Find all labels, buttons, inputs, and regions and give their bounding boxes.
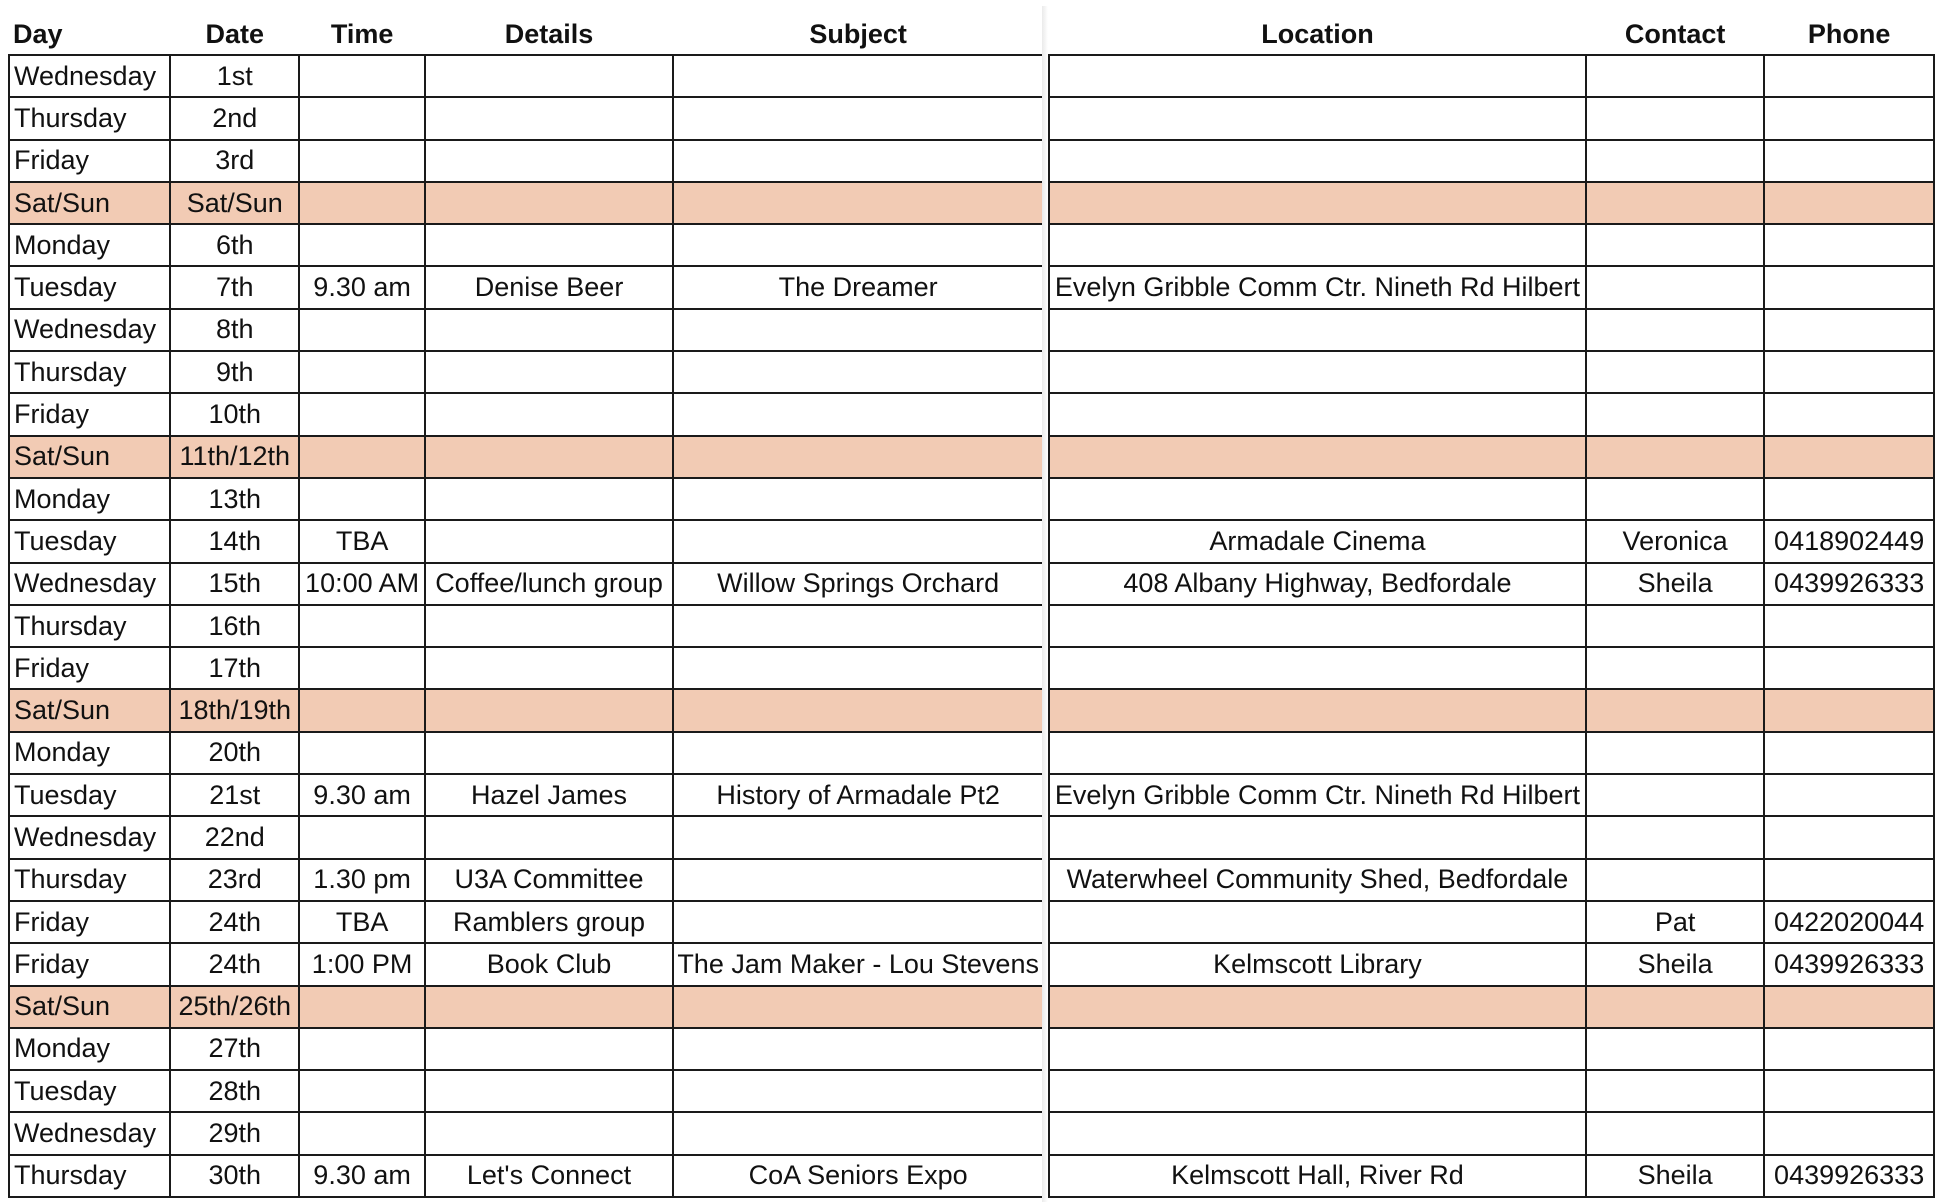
table-row[interactable]	[9, 986, 1043, 1028]
table-row[interactable]	[1049, 774, 1934, 816]
header-row	[1049, 0, 1934, 55]
subject-cell[interactable]	[673, 478, 1043, 520]
time-cell[interactable]: 10:00 AM	[299, 563, 424, 605]
date-cell[interactable]: 3rd	[170, 140, 299, 182]
date-cell[interactable]: 29th	[170, 1112, 299, 1154]
time-cell[interactable]: 1.30 pm	[299, 859, 424, 901]
phone-cell[interactable]	[1764, 140, 1934, 182]
time-cell[interactable]	[299, 689, 424, 731]
phone-cell[interactable]	[1764, 689, 1934, 731]
header-subject: Subject	[809, 19, 907, 49]
phone-cell[interactable]	[1764, 309, 1934, 351]
subject-cell[interactable]	[673, 1070, 1043, 1112]
time-cell[interactable]: 9.30 am	[299, 774, 424, 816]
day-cell[interactable]: Thursday	[9, 1155, 170, 1197]
table-row[interactable]	[1049, 478, 1934, 520]
contact-cell[interactable]: Veronica	[1586, 520, 1764, 562]
time-cell[interactable]	[299, 140, 424, 182]
time-cell[interactable]	[299, 55, 424, 97]
contact-cell[interactable]	[1586, 224, 1764, 266]
table-row[interactable]	[1049, 689, 1934, 731]
table-row[interactable]	[1049, 140, 1934, 182]
table-row[interactable]	[1049, 224, 1934, 266]
phone-cell[interactable]	[1764, 55, 1934, 97]
table-row[interactable]	[9, 859, 1043, 901]
phone-cell[interactable]	[1764, 1112, 1934, 1154]
subject-cell[interactable]	[673, 520, 1043, 562]
details-cell[interactable]	[425, 182, 674, 224]
time-cell[interactable]: 9.30 am	[299, 266, 424, 308]
table-row[interactable]	[1049, 182, 1934, 224]
phone-cell[interactable]	[1764, 393, 1934, 435]
phone-cell[interactable]	[1764, 224, 1934, 266]
header-row	[9, 0, 1043, 55]
contact-cell[interactable]	[1586, 689, 1764, 731]
details-cell[interactable]	[425, 436, 674, 478]
time-cell[interactable]: 9.30 am	[299, 1155, 424, 1197]
phone-cell[interactable]	[1764, 1028, 1934, 1070]
subject-cell[interactable]	[673, 986, 1043, 1028]
date-cell[interactable]: 7th	[170, 266, 299, 308]
day-cell[interactable]: Wednesday	[9, 309, 170, 351]
location-cell[interactable]: Armadale Cinema	[1049, 520, 1586, 562]
contact-cell[interactable]: Sheila	[1586, 1155, 1764, 1197]
time-cell[interactable]	[299, 1112, 424, 1154]
date-cell[interactable]: 10th	[170, 393, 299, 435]
subject-cell[interactable]	[673, 182, 1043, 224]
table-row[interactable]	[9, 97, 1043, 139]
table-row[interactable]	[9, 605, 1043, 647]
location-cell[interactable]	[1049, 732, 1586, 774]
schedule-grid-right	[1048, 0, 1935, 1198]
header-day: Day	[13, 19, 63, 49]
date-cell[interactable]: 1st	[170, 55, 299, 97]
day-cell[interactable]: Friday	[9, 901, 170, 943]
contact-cell[interactable]	[1586, 351, 1764, 393]
date-cell[interactable]: Sat/Sun	[170, 182, 299, 224]
date-cell[interactable]: 27th	[170, 1028, 299, 1070]
time-cell[interactable]	[299, 351, 424, 393]
table-row[interactable]	[1049, 266, 1934, 308]
time-cell[interactable]	[299, 732, 424, 774]
day-cell[interactable]: Wednesday	[9, 563, 170, 605]
table-row[interactable]	[9, 1028, 1043, 1070]
table-row[interactable]	[9, 647, 1043, 689]
contact-cell[interactable]	[1586, 140, 1764, 182]
day-cell[interactable]: Tuesday	[9, 266, 170, 308]
time-cell[interactable]: TBA	[299, 901, 424, 943]
contact-cell[interactable]	[1586, 436, 1764, 478]
table-row[interactable]	[9, 436, 1043, 478]
subject-cell[interactable]	[673, 393, 1043, 435]
schedule-table-right	[1048, 0, 1935, 1202]
contact-cell[interactable]	[1586, 1070, 1764, 1112]
subject-cell[interactable]	[673, 1028, 1043, 1070]
phone-cell[interactable]	[1764, 182, 1934, 224]
location-cell[interactable]	[1049, 351, 1586, 393]
table-row[interactable]	[9, 478, 1043, 520]
subject-cell[interactable]: The Jam Maker - Lou Stevens	[673, 943, 1043, 985]
day-cell[interactable]: Sat/Sun	[9, 986, 170, 1028]
location-cell[interactable]	[1049, 1112, 1586, 1154]
phone-cell[interactable]	[1764, 605, 1934, 647]
subject-cell[interactable]	[673, 901, 1043, 943]
table-row[interactable]	[9, 1070, 1043, 1112]
date-cell[interactable]: 14th	[170, 520, 299, 562]
subject-cell[interactable]	[673, 605, 1043, 647]
contact-cell[interactable]	[1586, 55, 1764, 97]
date-cell[interactable]: 28th	[170, 1070, 299, 1112]
contact-cell[interactable]	[1586, 1112, 1764, 1154]
location-cell[interactable]	[1049, 901, 1586, 943]
phone-cell[interactable]	[1764, 266, 1934, 308]
table-row[interactable]	[9, 182, 1043, 224]
schedule-grid-left	[8, 0, 1044, 1198]
day-cell[interactable]: Sat/Sun	[9, 689, 170, 731]
phone-cell[interactable]: 0418902449	[1764, 520, 1934, 562]
table-row[interactable]	[1049, 901, 1934, 943]
subject-cell[interactable]	[673, 1112, 1043, 1154]
contact-cell[interactable]	[1586, 859, 1764, 901]
details-cell[interactable]	[425, 351, 674, 393]
day-cell[interactable]: Friday	[9, 647, 170, 689]
phone-cell[interactable]	[1764, 816, 1934, 858]
day-cell[interactable]: Friday	[9, 943, 170, 985]
contact-cell[interactable]	[1586, 986, 1764, 1028]
subject-cell[interactable]	[673, 309, 1043, 351]
day-cell[interactable]: Monday	[9, 732, 170, 774]
location-cell[interactable]: 408 Albany Highway, Bedfordale	[1049, 563, 1586, 605]
time-cell[interactable]: TBA	[299, 520, 424, 562]
table-row[interactable]	[9, 816, 1043, 858]
phone-cell[interactable]	[1764, 986, 1934, 1028]
subject-cell[interactable]	[673, 140, 1043, 182]
details-cell[interactable]	[425, 816, 674, 858]
location-cell[interactable]	[1049, 816, 1586, 858]
date-cell[interactable]: 2nd	[170, 97, 299, 139]
contact-cell[interactable]	[1586, 1028, 1764, 1070]
date-cell[interactable]: 22nd	[170, 816, 299, 858]
subject-cell[interactable]	[673, 816, 1043, 858]
time-cell[interactable]	[299, 224, 424, 266]
details-cell[interactable]	[425, 732, 674, 774]
location-cell[interactable]	[1049, 182, 1586, 224]
contact-cell[interactable]: Sheila	[1586, 563, 1764, 605]
table-row[interactable]	[1049, 1070, 1934, 1112]
phone-cell[interactable]	[1764, 774, 1934, 816]
table-row[interactable]	[1049, 351, 1934, 393]
subject-cell[interactable]: The Dreamer	[673, 266, 1043, 308]
details-cell[interactable]	[425, 689, 674, 731]
details-cell[interactable]	[425, 55, 674, 97]
subject-cell[interactable]	[673, 97, 1043, 139]
table-row[interactable]	[9, 140, 1043, 182]
table-row[interactable]	[9, 774, 1043, 816]
date-cell[interactable]: 25th/26th	[170, 986, 299, 1028]
day-cell[interactable]: Monday	[9, 478, 170, 520]
subject-cell[interactable]	[673, 689, 1043, 731]
table-row[interactable]	[1049, 1112, 1934, 1154]
table-row[interactable]	[1049, 605, 1934, 647]
date-cell[interactable]: 23rd	[170, 859, 299, 901]
table-row[interactable]	[9, 393, 1043, 435]
date-cell[interactable]: 11th/12th	[170, 436, 299, 478]
date-cell[interactable]: 21st	[170, 774, 299, 816]
time-cell[interactable]	[299, 605, 424, 647]
location-cell[interactable]	[1049, 309, 1586, 351]
time-cell[interactable]	[299, 1070, 424, 1112]
day-cell[interactable]: Friday	[9, 393, 170, 435]
details-cell[interactable]	[425, 140, 674, 182]
location-cell[interactable]	[1049, 1070, 1586, 1112]
time-cell[interactable]	[299, 309, 424, 351]
contact-cell[interactable]	[1586, 309, 1764, 351]
table-row[interactable]	[9, 309, 1043, 351]
details-cell[interactable]: Ramblers group	[425, 901, 674, 943]
location-cell[interactable]	[1049, 436, 1586, 478]
details-cell[interactable]: Book Club	[425, 943, 674, 985]
phone-cell[interactable]: 0439926333	[1764, 1155, 1934, 1197]
date-cell[interactable]: 6th	[170, 224, 299, 266]
table-row[interactable]	[1049, 97, 1934, 139]
table-row[interactable]	[1049, 436, 1934, 478]
subject-cell[interactable]	[673, 859, 1043, 901]
subject-cell[interactable]	[673, 732, 1043, 774]
date-cell[interactable]: 8th	[170, 309, 299, 351]
time-cell[interactable]	[299, 1028, 424, 1070]
details-cell[interactable]	[425, 647, 674, 689]
table-row[interactable]	[1049, 647, 1934, 689]
date-cell[interactable]: 20th	[170, 732, 299, 774]
contact-cell[interactable]: Pat	[1586, 901, 1764, 943]
table-row[interactable]	[9, 224, 1043, 266]
contact-cell[interactable]	[1586, 393, 1764, 435]
day-cell[interactable]: Monday	[9, 224, 170, 266]
table-row[interactable]	[1049, 1028, 1934, 1070]
details-cell[interactable]	[425, 1070, 674, 1112]
table-row[interactable]	[9, 901, 1043, 943]
day-cell[interactable]: Friday	[9, 140, 170, 182]
phone-cell[interactable]	[1764, 436, 1934, 478]
date-cell[interactable]: 17th	[170, 647, 299, 689]
contact-cell[interactable]	[1586, 774, 1764, 816]
time-cell[interactable]: 1:00 PM	[299, 943, 424, 985]
details-cell[interactable]: Coffee/lunch group	[425, 563, 674, 605]
location-cell[interactable]: Kelmscott Hall, River Rd	[1049, 1155, 1586, 1197]
phone-cell[interactable]: 0422020044	[1764, 901, 1934, 943]
table-row[interactable]	[9, 732, 1043, 774]
phone-cell[interactable]: 0439926333	[1764, 943, 1934, 985]
date-cell[interactable]: 30th	[170, 1155, 299, 1197]
contact-cell[interactable]: Sheila	[1586, 943, 1764, 985]
location-cell[interactable]	[1049, 97, 1586, 139]
subject-cell[interactable]: CoA Seniors Expo	[673, 1155, 1043, 1197]
contact-cell[interactable]	[1586, 605, 1764, 647]
day-cell[interactable]: Tuesday	[9, 774, 170, 816]
table-row[interactable]	[9, 1155, 1043, 1197]
subject-cell[interactable]	[673, 55, 1043, 97]
location-cell[interactable]: Waterwheel Community Shed, Bedfordale	[1049, 859, 1586, 901]
details-cell[interactable]: Hazel James	[425, 774, 674, 816]
header-time: Time	[330, 19, 394, 49]
location-cell[interactable]: Evelyn Gribble Comm Ctr. Nineth Rd Hilbert	[1049, 774, 1586, 816]
phone-cell[interactable]: 0439926333	[1764, 563, 1934, 605]
table-row[interactable]	[1049, 55, 1934, 97]
time-cell[interactable]	[299, 816, 424, 858]
day-cell[interactable]: Sat/Sun	[9, 182, 170, 224]
time-cell[interactable]	[299, 97, 424, 139]
details-cell[interactable]	[425, 478, 674, 520]
subject-cell[interactable]	[673, 436, 1043, 478]
phone-cell[interactable]	[1764, 859, 1934, 901]
details-cell[interactable]	[425, 393, 674, 435]
time-cell[interactable]	[299, 182, 424, 224]
details-cell[interactable]	[425, 309, 674, 351]
details-cell[interactable]: U3A Committee	[425, 859, 674, 901]
details-cell[interactable]	[425, 520, 674, 562]
table-row[interactable]	[9, 943, 1043, 985]
time-cell[interactable]	[299, 647, 424, 689]
phone-cell[interactable]	[1764, 1070, 1934, 1112]
details-cell[interactable]	[425, 986, 674, 1028]
details-cell[interactable]	[425, 224, 674, 266]
table-row[interactable]	[9, 563, 1043, 605]
phone-cell[interactable]	[1764, 351, 1934, 393]
location-cell[interactable]	[1049, 224, 1586, 266]
date-cell[interactable]: 9th	[170, 351, 299, 393]
header-phone: Phone	[1807, 19, 1891, 49]
date-cell[interactable]: 13th	[170, 478, 299, 520]
location-cell[interactable]	[1049, 605, 1586, 647]
details-cell[interactable]	[425, 1112, 674, 1154]
day-cell[interactable]: Thursday	[9, 605, 170, 647]
phone-cell[interactable]	[1764, 97, 1934, 139]
header-details: Details	[504, 19, 594, 49]
table-row[interactable]	[9, 55, 1043, 97]
day-cell[interactable]: Monday	[9, 1028, 170, 1070]
table-row[interactable]	[9, 520, 1043, 562]
time-cell[interactable]	[299, 986, 424, 1028]
day-cell[interactable]: Thursday	[9, 97, 170, 139]
location-cell[interactable]	[1049, 140, 1586, 182]
location-cell[interactable]	[1049, 986, 1586, 1028]
date-cell[interactable]: 18th/19th	[170, 689, 299, 731]
table-row[interactable]	[1049, 520, 1934, 562]
date-cell[interactable]: 24th	[170, 901, 299, 943]
location-cell[interactable]: Evelyn Gribble Comm Ctr. Nineth Rd Hilbert	[1049, 266, 1586, 308]
phone-cell[interactable]	[1764, 647, 1934, 689]
header-location: Location	[1261, 19, 1374, 49]
location-cell[interactable]	[1049, 478, 1586, 520]
table-row[interactable]	[1049, 563, 1934, 605]
contact-cell[interactable]	[1586, 732, 1764, 774]
details-cell[interactable]: Denise Beer	[425, 266, 674, 308]
day-cell[interactable]: Tuesday	[9, 1070, 170, 1112]
header-contact: Contact	[1624, 19, 1726, 49]
location-cell[interactable]	[1049, 393, 1586, 435]
day-cell[interactable]: Thursday	[9, 859, 170, 901]
table-row[interactable]	[1049, 986, 1934, 1028]
subject-cell[interactable]	[673, 351, 1043, 393]
header-date: Date	[205, 19, 264, 49]
table-row[interactable]	[1049, 859, 1934, 901]
date-cell[interactable]: 24th	[170, 943, 299, 985]
details-cell[interactable]	[425, 97, 674, 139]
phone-cell[interactable]	[1764, 478, 1934, 520]
table-row[interactable]	[1049, 1155, 1934, 1197]
day-cell[interactable]: Wednesday	[9, 1112, 170, 1154]
contact-cell[interactable]	[1586, 647, 1764, 689]
table-row[interactable]	[9, 689, 1043, 731]
phone-cell[interactable]	[1764, 732, 1934, 774]
contact-cell[interactable]	[1586, 478, 1764, 520]
table-row[interactable]	[9, 1112, 1043, 1154]
table-row[interactable]	[1049, 393, 1934, 435]
table-row[interactable]	[9, 351, 1043, 393]
subject-cell[interactable]	[673, 224, 1043, 266]
time-cell[interactable]	[299, 436, 424, 478]
day-cell[interactable]: Tuesday	[9, 520, 170, 562]
subject-cell[interactable]: Willow Springs Orchard	[673, 563, 1043, 605]
table-row[interactable]	[9, 266, 1043, 308]
details-cell[interactable]	[425, 605, 674, 647]
contact-cell[interactable]	[1586, 182, 1764, 224]
location-cell[interactable]	[1049, 55, 1586, 97]
contact-cell[interactable]	[1586, 816, 1764, 858]
table-row[interactable]	[1049, 943, 1934, 985]
date-cell[interactable]: 15th	[170, 563, 299, 605]
day-cell[interactable]: Sat/Sun	[9, 436, 170, 478]
day-cell[interactable]: Wednesday	[9, 816, 170, 858]
location-cell[interactable]	[1049, 647, 1586, 689]
date-cell[interactable]: 16th	[170, 605, 299, 647]
contact-cell[interactable]	[1586, 266, 1764, 308]
subject-cell[interactable]	[673, 647, 1043, 689]
details-cell[interactable]: Let's Connect	[425, 1155, 674, 1197]
details-cell[interactable]	[425, 1028, 674, 1070]
table-row[interactable]	[1049, 816, 1934, 858]
schedule-table-left	[8, 0, 1044, 1202]
location-cell[interactable]: Kelmscott Library	[1049, 943, 1586, 985]
location-cell[interactable]	[1049, 689, 1586, 731]
contact-cell[interactable]	[1586, 97, 1764, 139]
time-cell[interactable]	[299, 393, 424, 435]
location-cell[interactable]	[1049, 1028, 1586, 1070]
table-row[interactable]	[1049, 732, 1934, 774]
day-cell[interactable]: Wednesday	[9, 55, 170, 97]
time-cell[interactable]	[299, 478, 424, 520]
table-row[interactable]	[1049, 309, 1934, 351]
subject-cell[interactable]: History of Armadale Pt2	[673, 774, 1043, 816]
day-cell[interactable]: Thursday	[9, 351, 170, 393]
